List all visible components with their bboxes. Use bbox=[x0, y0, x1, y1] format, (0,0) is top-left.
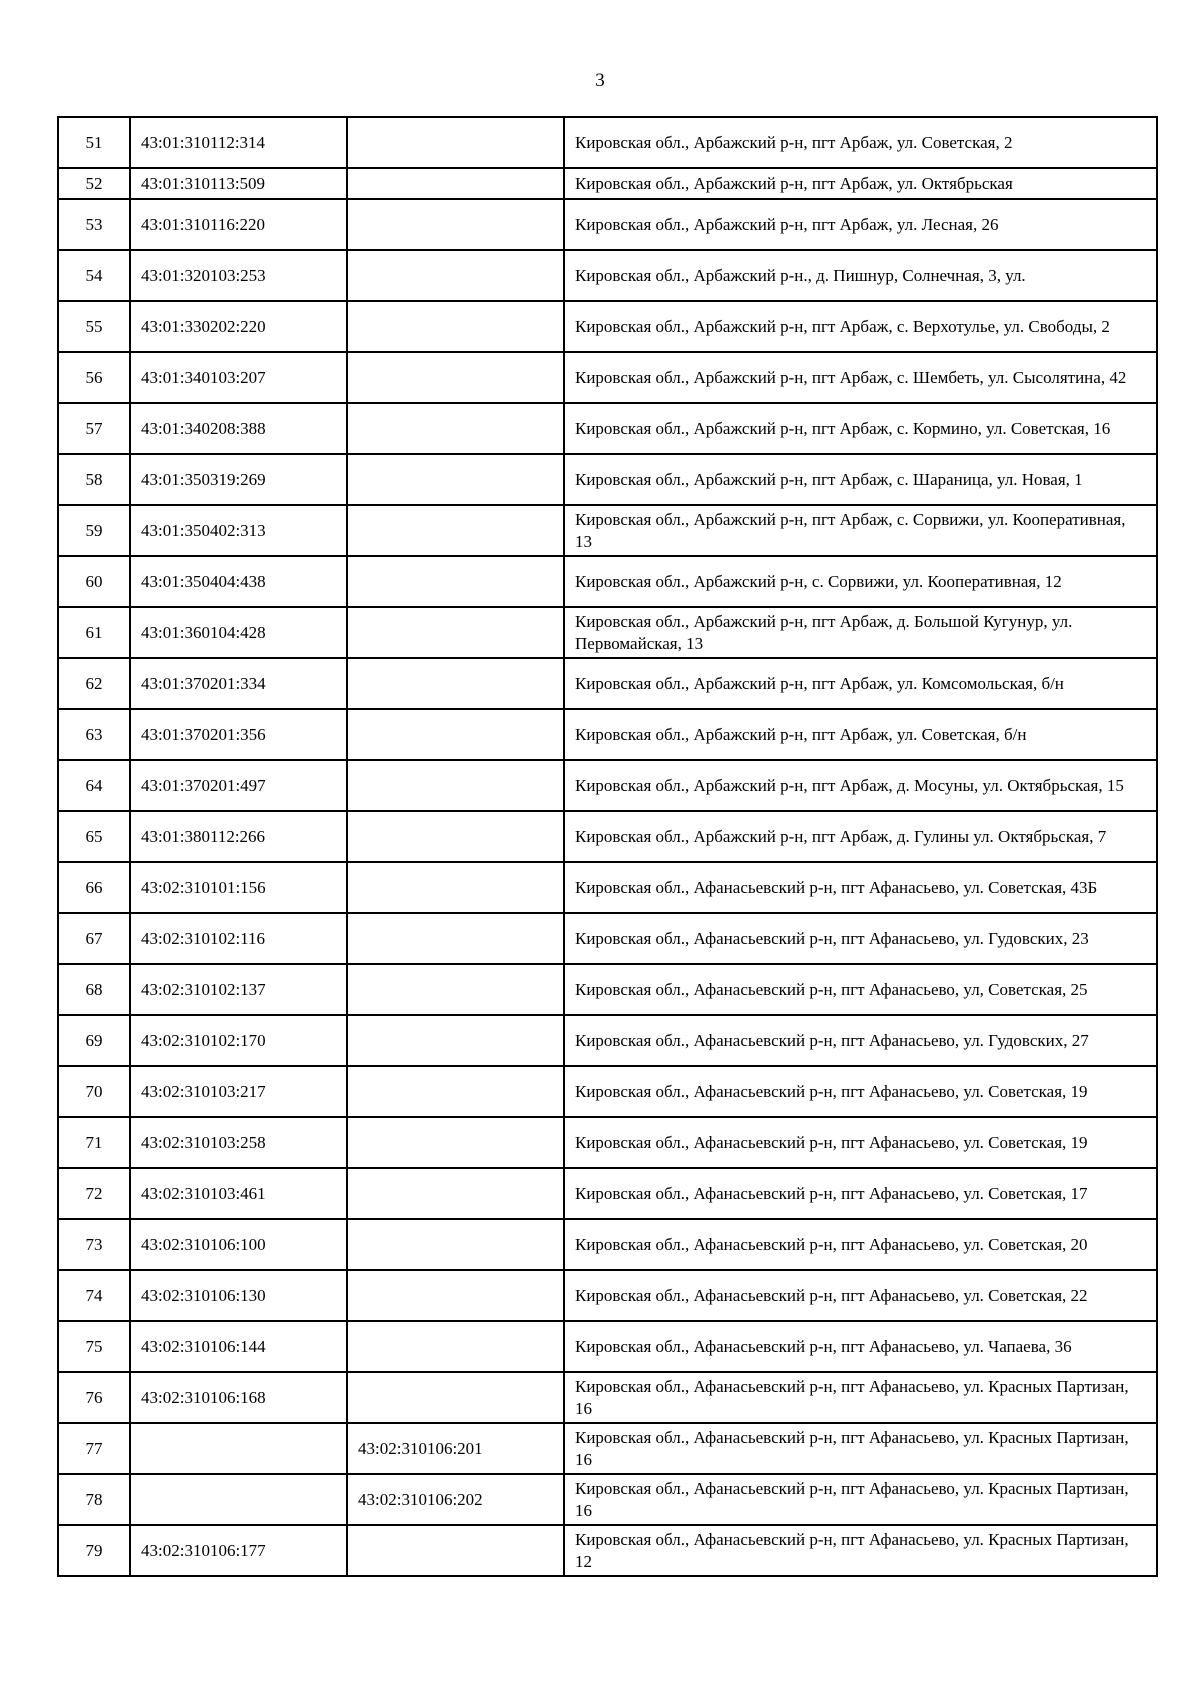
land-cadastral-number-cell: 43:02:310103:217 bbox=[130, 1066, 347, 1117]
object-cadastral-number-cell bbox=[347, 1066, 564, 1117]
page-number: 3 bbox=[595, 70, 605, 91]
object-cadastral-number-cell bbox=[347, 403, 564, 454]
object-cadastral-number-cell bbox=[347, 168, 564, 199]
table-row bbox=[58, 862, 1157, 913]
row-number-cell: 78 bbox=[58, 1474, 130, 1525]
row-number-cell: 63 bbox=[58, 709, 130, 760]
row-number-cell: 72 bbox=[58, 1168, 130, 1219]
object-cadastral-number-cell: 43:02:310106:202 bbox=[347, 1474, 564, 1525]
address-cell: Кировская обл., Арбажский р-н, пгт Арбаж, с. Сорвижи, ул. Кооперативная, 13 bbox=[564, 505, 1157, 556]
row-number-cell: 59 bbox=[58, 505, 130, 556]
object-cadastral-number-cell bbox=[347, 117, 564, 168]
address-cell: Кировская обл., Арбажский р-н, пгт Арбаж, ул. Комсомольская, б/н bbox=[564, 658, 1157, 709]
land-cadastral-number-cell: 43:01:340103:207 bbox=[130, 352, 347, 403]
land-cadastral-number-cell: 43:01:320103:253 bbox=[130, 250, 347, 301]
address-cell: Кировская обл., Афанасьевский р-н, пгт Афанасьево, ул. Советская, 20 bbox=[564, 1219, 1157, 1270]
row-number-cell: 56 bbox=[58, 352, 130, 403]
address-cell: Кировская обл., Арбажский р-н, пгт Арбаж, ул. Советская, 2 bbox=[564, 117, 1157, 168]
object-cadastral-number-cell bbox=[347, 1321, 564, 1372]
object-cadastral-number-cell bbox=[347, 1117, 564, 1168]
address-cell: Кировская обл., Афанасьевский р-н, пгт Афанасьево, ул. Гудовских, 23 bbox=[564, 913, 1157, 964]
row-number-cell: 65 bbox=[58, 811, 130, 862]
land-cadastral-number-cell: 43:02:310103:461 bbox=[130, 1168, 347, 1219]
land-cadastral-number-cell: 43:02:310106:177 bbox=[130, 1525, 347, 1576]
object-cadastral-number-cell: 43:02:310106:201 bbox=[347, 1423, 564, 1474]
table-row bbox=[58, 454, 1157, 505]
address-cell: Кировская обл., Арбажский р-н, пгт Арбаж, с. Кормино, ул. Советская, 16 bbox=[564, 403, 1157, 454]
address-cell: Кировская обл., Арбажский р-н, пгт Арбаж, д. Гулины ул. Октябрьская, 7 bbox=[564, 811, 1157, 862]
object-cadastral-number-cell bbox=[347, 964, 564, 1015]
address-cell: Кировская обл., Афанасьевский р-н, пгт Афанасьево, ул. Красных Партизан, 16 bbox=[564, 1372, 1157, 1423]
address-cell: Кировская обл., Афанасьевский р-н, пгт Афанасьево, ул. Советская, 19 bbox=[564, 1117, 1157, 1168]
land-cadastral-number-cell: 43:01:330202:220 bbox=[130, 301, 347, 352]
table-row bbox=[58, 1219, 1157, 1270]
table-body bbox=[58, 117, 1157, 1576]
table-row bbox=[58, 168, 1157, 199]
table-row bbox=[58, 1015, 1157, 1066]
row-number-cell: 54 bbox=[58, 250, 130, 301]
row-number-cell: 67 bbox=[58, 913, 130, 964]
table-row bbox=[58, 556, 1157, 607]
table-row bbox=[58, 1474, 1157, 1525]
table-row bbox=[58, 709, 1157, 760]
registry-table bbox=[57, 116, 1158, 1577]
row-number-cell: 53 bbox=[58, 199, 130, 250]
row-number-cell: 51 bbox=[58, 117, 130, 168]
table-row bbox=[58, 1117, 1157, 1168]
address-cell: Кировская обл., Афанасьевский р-н, пгт Афанасьево, ул. Советская, 22 bbox=[564, 1270, 1157, 1321]
address-cell: Кировская обл., Арбажский р-н, пгт Арбаж, с. Верхотулье, ул. Свободы, 2 bbox=[564, 301, 1157, 352]
object-cadastral-number-cell bbox=[347, 760, 564, 811]
object-cadastral-number-cell bbox=[347, 1015, 564, 1066]
land-cadastral-number-cell: 43:02:310102:137 bbox=[130, 964, 347, 1015]
object-cadastral-number-cell bbox=[347, 352, 564, 403]
land-cadastral-number-cell: 43:02:310106:100 bbox=[130, 1219, 347, 1270]
row-number-cell: 57 bbox=[58, 403, 130, 454]
table-row bbox=[58, 352, 1157, 403]
row-number-cell: 79 bbox=[58, 1525, 130, 1576]
land-cadastral-number-cell: 43:01:350404:438 bbox=[130, 556, 347, 607]
land-cadastral-number-cell: 43:02:310106:144 bbox=[130, 1321, 347, 1372]
object-cadastral-number-cell bbox=[347, 199, 564, 250]
address-cell: Кировская обл., Арбажский р-н, пгт Арбаж, ул. Советская, б/н bbox=[564, 709, 1157, 760]
address-cell: Кировская обл., Арбажский р-н, с. Сорвижи, ул. Кооперативная, 12 bbox=[564, 556, 1157, 607]
row-number-cell: 62 bbox=[58, 658, 130, 709]
address-cell: Кировская обл., Афанасьевский р-н, пгт Афанасьево, ул, Советская, 25 bbox=[564, 964, 1157, 1015]
table-row bbox=[58, 1525, 1157, 1576]
table-row bbox=[58, 1321, 1157, 1372]
table-row bbox=[58, 607, 1157, 658]
table-row bbox=[58, 1270, 1157, 1321]
table-row bbox=[58, 964, 1157, 1015]
object-cadastral-number-cell bbox=[347, 811, 564, 862]
land-cadastral-number-cell bbox=[130, 1474, 347, 1525]
table-row bbox=[58, 1423, 1157, 1474]
object-cadastral-number-cell bbox=[347, 1168, 564, 1219]
address-cell: Кировская обл., Афанасьевский р-н, пгт Афанасьево, ул. Красных Партизан, 16 bbox=[564, 1423, 1157, 1474]
address-cell: Кировская обл., Афанасьевский р-н, пгт Афанасьево, ул. Красных Партизан, 16 bbox=[564, 1474, 1157, 1525]
row-number-cell: 73 bbox=[58, 1219, 130, 1270]
address-cell: Кировская обл., Афанасьевский р-н, пгт Афанасьево, ул. Красных Партизан, 12 bbox=[564, 1525, 1157, 1576]
object-cadastral-number-cell bbox=[347, 1525, 564, 1576]
row-number-cell: 61 bbox=[58, 607, 130, 658]
row-number-cell: 55 bbox=[58, 301, 130, 352]
row-number-cell: 75 bbox=[58, 1321, 130, 1372]
object-cadastral-number-cell bbox=[347, 454, 564, 505]
land-cadastral-number-cell: 43:02:310101:156 bbox=[130, 862, 347, 913]
row-number-cell: 70 bbox=[58, 1066, 130, 1117]
land-cadastral-number-cell: 43:01:380112:266 bbox=[130, 811, 347, 862]
table-row bbox=[58, 117, 1157, 168]
table-row bbox=[58, 1372, 1157, 1423]
address-cell: Кировская обл., Арбажский р-н., д. Пишнур, Солнечная, 3, ул. bbox=[564, 250, 1157, 301]
land-cadastral-number-cell: 43:01:340208:388 bbox=[130, 403, 347, 454]
land-cadastral-number-cell: 43:02:310106:130 bbox=[130, 1270, 347, 1321]
table-row bbox=[58, 199, 1157, 250]
land-cadastral-number-cell: 43:01:370201:334 bbox=[130, 658, 347, 709]
row-number-cell: 52 bbox=[58, 168, 130, 199]
table-row bbox=[58, 250, 1157, 301]
row-number-cell: 74 bbox=[58, 1270, 130, 1321]
object-cadastral-number-cell bbox=[347, 556, 564, 607]
address-cell: Кировская обл., Афанасьевский р-н, пгт Афанасьево, ул. Гудовских, 27 bbox=[564, 1015, 1157, 1066]
object-cadastral-number-cell bbox=[347, 1372, 564, 1423]
land-cadastral-number-cell: 43:02:310102:170 bbox=[130, 1015, 347, 1066]
object-cadastral-number-cell bbox=[347, 709, 564, 760]
row-number-cell: 68 bbox=[58, 964, 130, 1015]
table-row bbox=[58, 1168, 1157, 1219]
object-cadastral-number-cell bbox=[347, 505, 564, 556]
land-cadastral-number-cell: 43:01:310113:509 bbox=[130, 168, 347, 199]
object-cadastral-number-cell bbox=[347, 862, 564, 913]
table-row bbox=[58, 913, 1157, 964]
land-cadastral-number-cell: 43:02:310102:116 bbox=[130, 913, 347, 964]
object-cadastral-number-cell bbox=[347, 301, 564, 352]
land-cadastral-number-cell: 43:01:360104:428 bbox=[130, 607, 347, 658]
land-cadastral-number-cell: 43:02:310106:168 bbox=[130, 1372, 347, 1423]
address-cell: Кировская обл., Арбажский р-н, пгт Арбаж, ул. Октябрьская bbox=[564, 168, 1157, 199]
address-cell: Кировская обл., Арбажский р-н, пгт Арбаж, с. Шембеть, ул. Сысолятина, 42 bbox=[564, 352, 1157, 403]
land-cadastral-number-cell: 43:01:310112:314 bbox=[130, 117, 347, 168]
land-cadastral-number-cell: 43:01:370201:497 bbox=[130, 760, 347, 811]
table-row bbox=[58, 505, 1157, 556]
address-cell: Кировская обл., Арбажский р-н, пгт Арбаж, д. Большой Кугунур, ул. Первомайская, 13 bbox=[564, 607, 1157, 658]
address-cell: Кировская обл., Арбажский р-н, пгт Арбаж, с. Шараница, ул. Новая, 1 bbox=[564, 454, 1157, 505]
land-cadastral-number-cell: 43:01:370201:356 bbox=[130, 709, 347, 760]
row-number-cell: 64 bbox=[58, 760, 130, 811]
table-row bbox=[58, 301, 1157, 352]
land-cadastral-number-cell bbox=[130, 1423, 347, 1474]
address-cell: Кировская обл., Арбажский р-н, пгт Арбаж, д. Мосуны, ул. Октябрьская, 15 bbox=[564, 760, 1157, 811]
address-cell: Кировская обл., Афанасьевский р-н, пгт Афанасьево, ул. Советская, 17 bbox=[564, 1168, 1157, 1219]
table-row bbox=[58, 1066, 1157, 1117]
address-cell: Кировская обл., Афанасьевский р-н, пгт Афанасьево, ул. Чапаева, 36 bbox=[564, 1321, 1157, 1372]
address-cell: Кировская обл., Афанасьевский р-н, пгт Афанасьево, ул. Советская, 43Б bbox=[564, 862, 1157, 913]
row-number-cell: 66 bbox=[58, 862, 130, 913]
object-cadastral-number-cell bbox=[347, 250, 564, 301]
object-cadastral-number-cell bbox=[347, 607, 564, 658]
address-cell: Кировская обл., Афанасьевский р-н, пгт Афанасьево, ул. Советская, 19 bbox=[564, 1066, 1157, 1117]
land-cadastral-number-cell: 43:01:350402:313 bbox=[130, 505, 347, 556]
object-cadastral-number-cell bbox=[347, 1270, 564, 1321]
row-number-cell: 76 bbox=[58, 1372, 130, 1423]
table-row bbox=[58, 811, 1157, 862]
land-cadastral-number-cell: 43:01:350319:269 bbox=[130, 454, 347, 505]
row-number-cell: 71 bbox=[58, 1117, 130, 1168]
address-cell: Кировская обл., Арбажский р-н, пгт Арбаж, ул. Лесная, 26 bbox=[564, 199, 1157, 250]
table-row bbox=[58, 403, 1157, 454]
table-row bbox=[58, 760, 1157, 811]
object-cadastral-number-cell bbox=[347, 913, 564, 964]
land-cadastral-number-cell: 43:01:310116:220 bbox=[130, 199, 347, 250]
row-number-cell: 77 bbox=[58, 1423, 130, 1474]
row-number-cell: 69 bbox=[58, 1015, 130, 1066]
row-number-cell: 58 bbox=[58, 454, 130, 505]
table-row bbox=[58, 658, 1157, 709]
object-cadastral-number-cell bbox=[347, 1219, 564, 1270]
land-cadastral-number-cell: 43:02:310103:258 bbox=[130, 1117, 347, 1168]
row-number-cell: 60 bbox=[58, 556, 130, 607]
object-cadastral-number-cell bbox=[347, 658, 564, 709]
